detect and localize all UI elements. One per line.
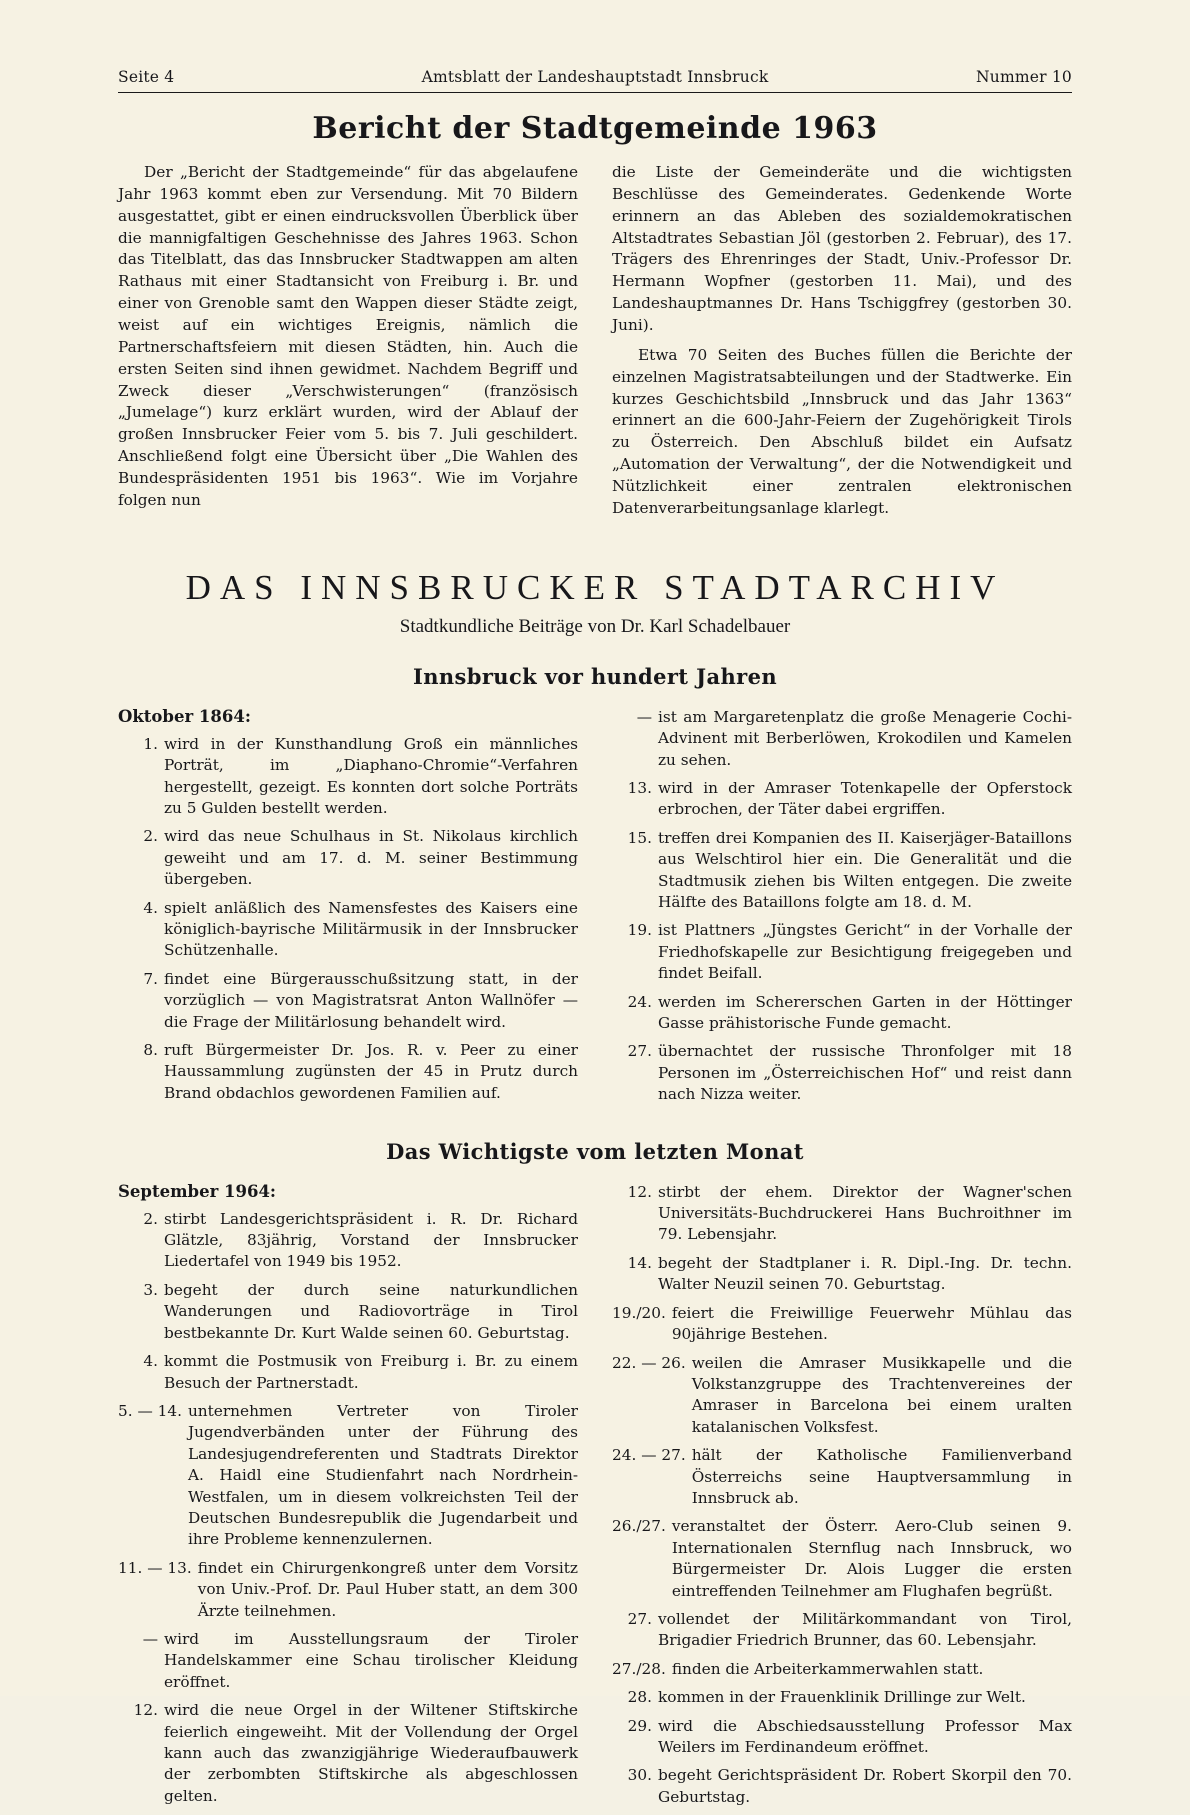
entry-text: spielt anläßlich des Namensfestes des Kaisers eine königlich-bayrische Militärmusik in der Innsbrucker Schützenhalle.	[164, 898, 578, 960]
list-item	[612, 992, 1072, 1035]
entry-text: findet ein Chirurgenkongreß unter dem Vorsitz von Univ.-Prof. Dr. Paul Huber statt, an dem 300 Ärzte teilnehmen.	[197, 1558, 578, 1620]
entry-number: 19./20.	[612, 1303, 666, 1322]
list-item	[612, 1687, 1072, 1708]
entry-number: 27./28.	[612, 1659, 666, 1678]
hundert-column-right	[612, 707, 1072, 1113]
publication-title: Amtsblatt der Landeshauptstadt Innsbruck	[421, 68, 769, 86]
entry-text: ruft Bürgermeister Dr. Jos. R. v. Peer zu einer Haussammlung zugünsten der 45 in Prutz durch Brand obdachlos gewordenen Familien auf.	[164, 1041, 578, 1102]
section-heading-hundert-jahren: Innsbruck vor hundert Jahren	[412, 663, 778, 689]
month-heading: September 1964:	[118, 1181, 277, 1201]
entry-number: 1.	[143, 734, 158, 753]
list-item	[612, 1765, 1072, 1808]
stadtarchiv-subtitle: Stadtkundliche Beiträge von Dr. Karl Schadelbauer	[399, 615, 791, 637]
entry-text: weilen die Amraser Musikkapelle und die Volkstanzgruppe des Trachtenvereines der Amraser in Barcelona bei einem uralten katalanischen Volksfest.	[691, 1353, 1072, 1436]
list-item	[612, 1659, 1072, 1680]
entry-number: 27.	[627, 1042, 652, 1061]
header-rule	[118, 92, 1072, 93]
entry-text: finden die Arbeiterkammerwahlen statt.	[671, 1659, 984, 1678]
list-item	[612, 1182, 1072, 1246]
entry-text: feiert die Freiwillige Feuerwehr Mühlau das 90jährige Bestehen.	[671, 1303, 1072, 1344]
hundert-columns	[118, 707, 1072, 1113]
monat-column-left	[118, 1182, 578, 1815]
monat-column-right	[612, 1182, 1072, 1815]
list-item	[612, 1253, 1072, 1296]
entry-number: —	[636, 707, 652, 726]
entry-text: ist am Margaretenplatz die große Menagerie Cochi-Advinent mit Berberlöwen, Krokodilen und Kamelen zu sehen.	[658, 707, 1072, 769]
list-item	[118, 898, 578, 962]
running-head	[118, 68, 1072, 90]
report-paragraph: Der „Bericht der Stadtgemeinde“ für das abgelaufene Jahr 1963 kommt eben zur Versendung. Mit 70 Bildern ausgestattet, gibt er einen eindrucksvollen Überblick über die mannigfaltigen Geschehnisse des Jahres 1963. Schon das Titelblatt, das das Innsbrucker Stadtwappen am alten Rathaus mit einer Stadtansicht von Freiburg i. Br. und einer von Grenoble samt den Wappen dieser Städte zeigt, weist auf ein wichtiges Ereignis, nämlich die Partnerschaftsfeiern mit diesen Städten, hin. Auch die ersten Seiten sind ihnen gewidmet. Nachdem Begriff und Zweck dieser „Verschwisterungen“ (französisch „Jumelage“) kurz erklärt wurden, wird der Ablauf der großen Innsbrucker Feier vom 5. bis 7. Juli geschildert. Anschließend folgt eine Übersicht über „Die Wahlen des Bundespräsidenten 1951 bis 1963“. Wie im Vorjahre folgen nun	[118, 163, 578, 509]
entry-number: 14.	[627, 1253, 652, 1272]
list-item	[118, 826, 578, 890]
stadtarchiv-title: DAS INNSBRUCKER STADTARCHIV	[185, 567, 1005, 607]
report-paragraph: Etwa 70 Seiten des Buches füllen die Berichte der einzelnen Magistratsabteilungen und der Stadtwerke. Ein kurzes Geschichtsbild „Innsbruck und das Jahr 1363“ erinnert an die 600-Jahr-Feiern der Zugehörigkeit Tirols zu Österreich. Den Abschluß bildet ein Aufsatz „Automation der Verwaltung“, der die Notwendigkeit und Nützlichkeit einer zentralen elektronischen Datenverarbeitungsanlage klarlegt.	[612, 345, 1072, 517]
list-item	[612, 1303, 1072, 1346]
entry-number: 3.	[143, 1280, 158, 1299]
entry-text: stirbt Landesgerichtspräsident i. R. Dr. Richard Glätzle, 83jährig, Vorstand der Innsbrucker Liedertafel von 1949 bis 1952.	[164, 1209, 578, 1271]
article-title: Bericht der Stadtgemeinde 1963	[312, 111, 878, 146]
entry-text: übernachtet der russische Thronfolger mit 18 Personen im „Österreichischen Hof“ und reist dann nach Nizza weiter.	[658, 1042, 1072, 1104]
entry-text: findet eine Bürgerausschußsitzung statt, in der vorzüglich — von Magistratsrat Anton Wallnöfer — die Frage der Militärlosung behandelt wird.	[164, 969, 578, 1031]
entry-number: 27.	[627, 1609, 652, 1628]
entry-text: wird das neue Schulhaus in St. Nikolaus kirchlich geweiht und am 17. d. M. seiner Bestimmung übergeben.	[164, 827, 578, 889]
entry-text: veranstaltet der Österr. Aero-Club seinen 9. Internationalen Sternflug nach Innsbruck, wo Bürgermeister Dr. Alois Lugger die ersten eintreffenden Teilnehmer am Flughafen begrüßt.	[671, 1517, 1072, 1600]
list-item	[612, 1353, 1072, 1439]
list-item	[612, 778, 1072, 821]
entry-number: 19.	[627, 921, 652, 940]
entry-text: unternehmen Vertreter von Tiroler Jugendverbänden unter der Führung des Landesjugendreferenten und Stadtrats Direktor A. Haidl eine Studienfahrt nach Nordrhein-Westfalen, um in diesem volkreichsten Teil der Deutschen Bundesrepublik die Jugendarbeit und ihre Probleme kennenzulernen.	[187, 1401, 578, 1549]
report-paragraph: die Liste der Gemeinderäte und die wichtigsten Beschlüsse des Gemeinderates. Gedenkende Worte erinnern an das Ableben des sozialdemokratischen Altstadtrates Sebastian Jöl (gestorben 2. Februar), des 17. Trägers des Ehrenringes der Stadt, Univ.-Professor Dr. Hermann Wopfner (gestorben 11. Mai), und des Landeshauptmannes Dr. Hans Tschiggfrey (gestorben 30. Juni).	[612, 163, 1072, 335]
list-item	[118, 1558, 578, 1622]
entry-number: 8.	[143, 1041, 158, 1060]
entry-text: wird im Ausstellungsraum der Tiroler Handelskammer eine Schau tirolischer Kleidung eröffnet.	[164, 1629, 578, 1691]
entry-number: 2.	[143, 827, 158, 846]
entry-text: begeht Gerichtspräsident Dr. Robert Skorpil den 70. Geburtstag.	[658, 1766, 1072, 1806]
list-item	[612, 707, 1072, 771]
entry-number: 5. — 14.	[118, 1401, 182, 1420]
report-column-left	[118, 162, 578, 528]
entry-number: 7.	[143, 969, 158, 988]
entry-text: kommt die Postmusik von Freiburg i. Br. zu einem Besuch der Partnerstadt.	[164, 1352, 578, 1392]
entry-number: 28.	[627, 1688, 652, 1707]
list-item	[612, 1609, 1072, 1652]
list-item	[118, 1401, 578, 1551]
entry-number: 13.	[627, 778, 652, 797]
monat-entry-list-left	[118, 1209, 578, 1808]
entry-number: —	[142, 1629, 158, 1648]
entry-text: wird in der Amraser Totenkapelle der Opferstock erbrochen, der Täter dabei ergriffen.	[658, 778, 1072, 819]
report-columns	[118, 162, 1072, 528]
list-item	[118, 1351, 578, 1394]
hundert-entry-list-right	[612, 707, 1072, 1106]
entry-number: 4.	[143, 898, 158, 917]
page-content	[118, 68, 1072, 1815]
list-item	[612, 1445, 1072, 1509]
entry-text: begeht der Stadtplaner i. R. Dipl.-Ing. Dr. techn. Walter Neuzil seinen 70. Geburtstag.	[658, 1253, 1072, 1294]
entry-number: 24. — 27.	[612, 1446, 686, 1465]
list-item	[118, 1700, 578, 1807]
list-item	[612, 1716, 1072, 1759]
entry-number: 26./27.	[612, 1517, 666, 1536]
list-item	[612, 920, 1072, 984]
entry-number: 2.	[143, 1209, 158, 1228]
entry-number: 29.	[627, 1716, 652, 1735]
list-item	[118, 1629, 578, 1693]
entry-text: wird die neue Orgel in der Wiltener Stiftskirche feierlich eingeweiht. Mit der Vollendung der Orgel kann auch das zwanzigjährige Wiederaufbauwerk der zerbombten Stiftskirche als abgeschlossen gelten.	[164, 1701, 578, 1805]
issue-number: Nummer 10	[976, 68, 1072, 86]
entry-text: vollendet der Militärkommandant von Tirol, Brigadier Friedrich Brunner, das 60. Lebensjahr.	[658, 1609, 1072, 1650]
list-item	[118, 969, 578, 1033]
list-item	[118, 1040, 578, 1104]
entry-text: wird die Abschiedsausstellung Professor Max Weilers im Ferdinandeum eröffnet.	[658, 1716, 1072, 1756]
list-item	[118, 1280, 578, 1344]
list-item	[118, 734, 578, 820]
entry-number: 11. — 13.	[118, 1558, 192, 1577]
entry-text: treffen drei Kompanien des II. Kaiserjäger-Bataillons aus Welschtirol hier ein. Die Generalität und die Stadtmusik ziehen bis Wilten entgegen. Die zweite Hälfte des Bataillons folgte am 18. d. M.	[658, 828, 1072, 911]
list-item	[612, 1041, 1072, 1105]
list-item	[612, 828, 1072, 914]
section-heading-letzter-monat: Das Wichtigste vom letzten Monat	[386, 1138, 804, 1164]
report-column-right	[612, 162, 1072, 528]
entry-number: 24.	[627, 992, 652, 1011]
hundert-column-left	[118, 707, 578, 1113]
hundert-entry-list-left	[118, 734, 578, 1105]
list-item	[612, 1516, 1072, 1602]
entry-number: 4.	[143, 1352, 158, 1371]
entry-text: begeht der durch seine naturkundlichen Wanderungen und Radiovorträge in Tirol bestbekannte Dr. Kurt Walde seinen 60. Geburtstag.	[164, 1280, 578, 1342]
entry-text: hält der Katholische Familienverband Österreichs seine Hauptversammlung in Innsbruck ab.	[691, 1446, 1072, 1507]
entry-number: 15.	[627, 828, 652, 847]
entry-text: stirbt der ehem. Direktor der Wagner'schen Universitäts-Buchdruckerei Hans Buchroithner im 79. Lebensjahr.	[658, 1182, 1072, 1244]
entry-text: ist Plattners „Jüngstes Gericht“ in der Vorhalle der Friedhofskapelle zur Besichtigung freigegeben und findet Beifall.	[658, 921, 1072, 983]
monat-entry-list-right	[612, 1182, 1072, 1809]
month-heading: Oktober 1864:	[118, 706, 251, 726]
entry-text: kommen in der Frauenklinik Drillinge zur Welt.	[658, 1688, 1026, 1707]
entry-number: 12.	[133, 1701, 158, 1720]
monat-columns	[118, 1182, 1072, 1815]
list-item	[118, 1209, 578, 1273]
entry-number: 30.	[627, 1766, 652, 1785]
entry-text: werden im Schererschen Garten in der Höttinger Gasse prähistorische Funde gemacht.	[658, 992, 1072, 1033]
entry-number: 22. — 26.	[612, 1353, 686, 1372]
page-number-left: Seite 4	[118, 68, 175, 86]
entry-text: wird in der Kunsthandlung Groß ein männliches Porträt, im „Diaphano-Chromie“-Verfahren hergestellt, gezeigt. Es konnten dort solche Porträts zu 5 Gulden bestellt werden.	[164, 734, 578, 817]
entry-number: 12.	[627, 1182, 652, 1201]
